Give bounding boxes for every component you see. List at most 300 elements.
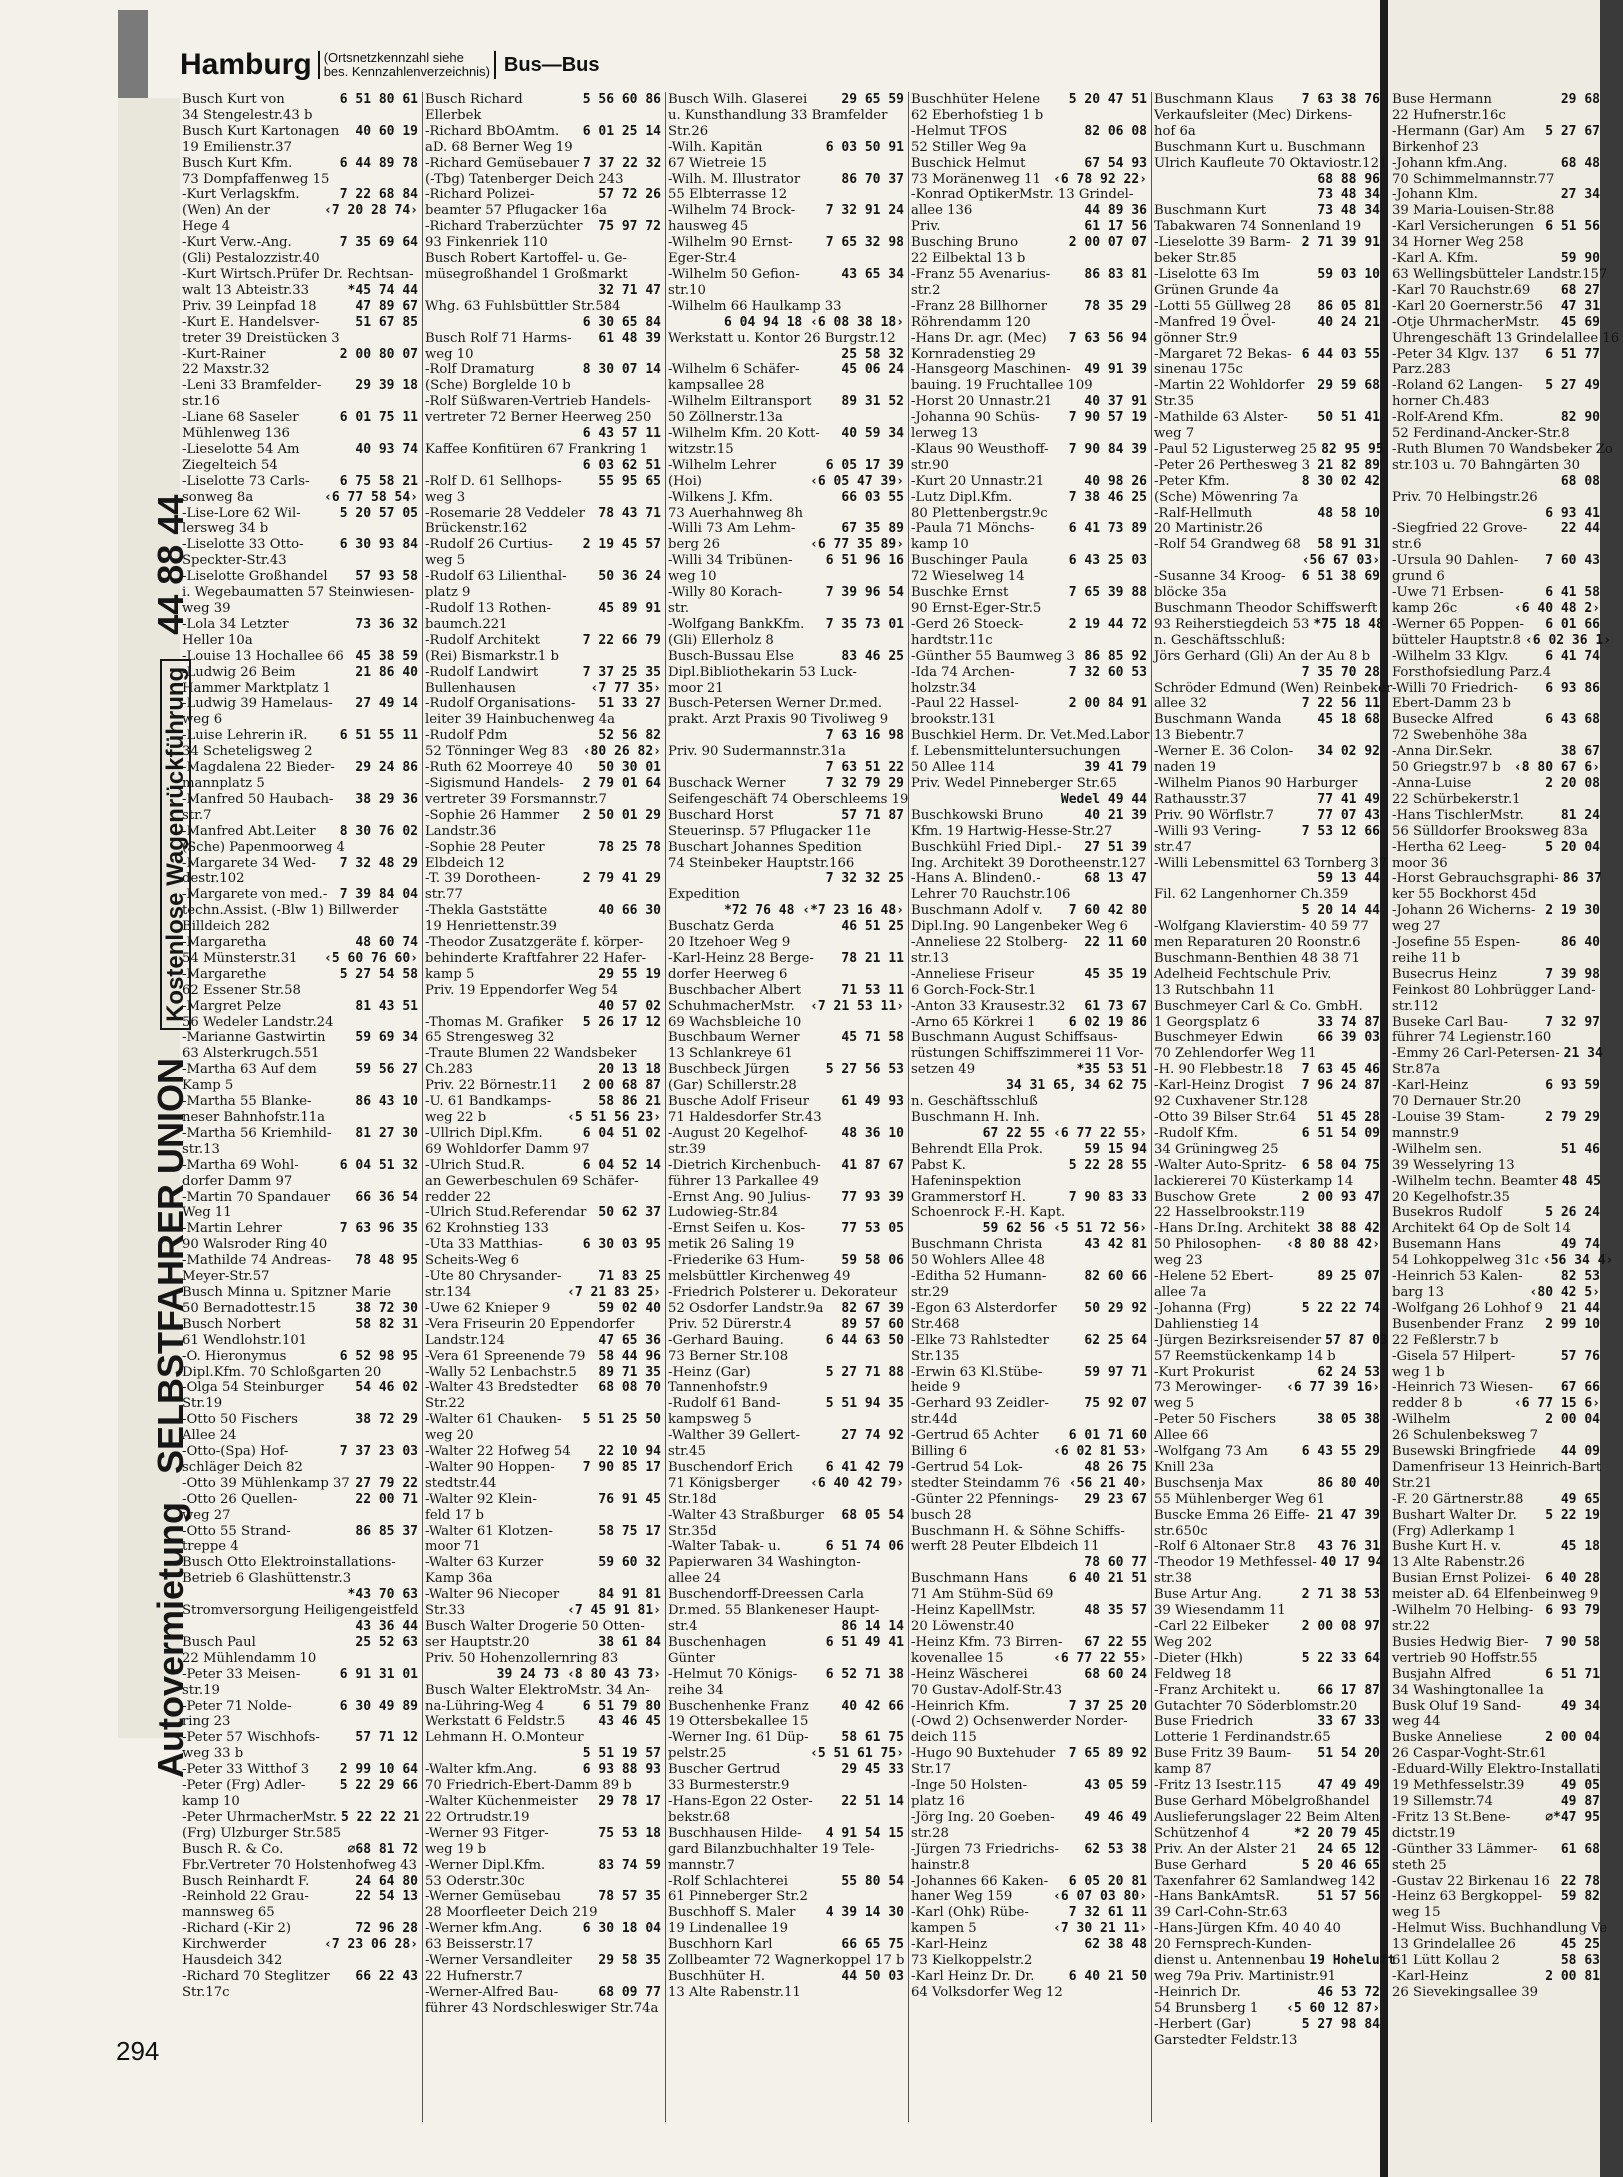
entry-phone: 62 24 53 <box>1317 1364 1380 1380</box>
directory-entry <box>911 665 1147 681</box>
entry-name: sonweg 8a <box>182 489 254 505</box>
entry-phone <box>1596 1190 1600 1206</box>
entry-name: Busewski Bringfriede <box>1392 1444 1536 1460</box>
directory-entry <box>425 203 661 219</box>
entry-phone: 47 65 36 <box>598 1332 661 1348</box>
directory-entry <box>1392 1190 1600 1206</box>
entry-phone: 41 87 67 <box>841 1157 904 1173</box>
entry-phone: 49 65 <box>1560 1491 1600 1507</box>
entry-name: werft 28 Peuter Elbdeich 11 <box>911 1539 1100 1555</box>
entry-name: Speckter-Str.43 <box>182 553 287 569</box>
directory-entry <box>911 1015 1147 1031</box>
entry-name: -Konrad OptikerMstr. 13 Grindel- <box>911 187 1134 203</box>
directory-entry <box>1154 903 1380 919</box>
directory-entry <box>1392 824 1600 840</box>
directory-entry <box>182 490 418 506</box>
entry-name: str.134 <box>425 1284 472 1300</box>
directory-entry <box>182 1046 418 1062</box>
entry-phone <box>1376 124 1380 140</box>
entry-name: Hausdeich 342 <box>182 1953 283 1969</box>
entry-phone: 7 90 58 <box>1545 1634 1600 1650</box>
entry-name: Busch Kurt von <box>182 92 285 107</box>
entry-phone: 68 05 54 <box>841 1507 904 1523</box>
entry-phone <box>1143 776 1147 792</box>
directory-entry <box>911 1683 1147 1699</box>
entry-name: 55 Elbterrasse 12 <box>668 187 788 203</box>
directory-entry <box>668 1126 904 1142</box>
entry-name: Adelheid Fechtschule Priv. <box>1154 966 1332 982</box>
directory-entry <box>425 1667 661 1683</box>
entry-phone: 61 48 39 <box>598 330 661 346</box>
entry-name: Hafeninspektion <box>911 1173 1022 1189</box>
entry-phone: 6 93 41 <box>1545 505 1600 521</box>
entry-name: -Wilhelm Kfm. 20 Kott- <box>668 426 820 442</box>
entry-phone: 33 67 33 <box>1317 1714 1380 1730</box>
directory-entry <box>425 442 661 458</box>
entry-name: Priv. 39 Leinpfad 18 <box>182 298 317 314</box>
entry-phone <box>900 1492 904 1508</box>
entry-name: -Wally 52 Lenbachstr.5 <box>425 1364 577 1380</box>
entry-phone <box>1596 1428 1600 1444</box>
directory-entry <box>182 1762 418 1778</box>
advertisement-sidebar <box>118 98 191 1778</box>
entry-phone <box>900 712 904 728</box>
ad-brand: SELBSTFAHRER UNION <box>150 1057 191 1474</box>
entry-name: Busch Rolf 71 Harms- <box>425 330 572 346</box>
directory-entry <box>668 1062 904 1078</box>
entry-name: -Karl A. Kfm. <box>1392 251 1479 267</box>
entry-name: -Peter 33 Witthof 3 <box>182 1762 310 1778</box>
directory-entry <box>911 1858 1147 1874</box>
entry-phone: 5 27 56 53 <box>825 1062 904 1078</box>
directory-entry <box>182 1333 418 1349</box>
entry-phone: 7 63 51 22 <box>825 760 904 776</box>
entry-phone <box>1376 919 1380 935</box>
directory-entry <box>668 983 904 999</box>
directory-entry <box>182 1810 418 1826</box>
entry-phone: ⌀68 81 72 <box>347 1841 418 1857</box>
entry-name: kamp 87 <box>1154 1762 1212 1778</box>
directory-entry <box>1154 840 1380 856</box>
directory-entry <box>1392 712 1600 728</box>
entry-name: Buschatz Gerda <box>668 919 775 935</box>
directory-entry <box>182 840 418 856</box>
entry-phone: 6 58 04 75 <box>1301 1157 1380 1173</box>
entry-phone: 44 50 03 <box>841 1968 904 1984</box>
entry-name: 69 Wachsbleiche 10 <box>668 1014 802 1030</box>
directory-entry <box>1154 1810 1380 1826</box>
directory-entry <box>668 331 904 347</box>
entry-phone: ‹6 78 92 22› <box>1053 171 1147 187</box>
entry-name: SchuhmacherMstr. <box>668 998 795 1014</box>
entry-name: Werkstatt 6 Feldstr.5 <box>425 1714 566 1730</box>
directory-entry <box>182 378 418 394</box>
entry-name: -Karl-Heinz 28 Berge- <box>668 950 814 966</box>
entry-phone: 59 03 10 <box>1317 266 1380 282</box>
entry-phone: 6 40 21 50 <box>1068 1968 1147 1984</box>
entry-name: Buschmann H. Inh. <box>911 1110 1040 1125</box>
directory-entry <box>1154 474 1380 490</box>
entry-phone: 43 46 45 <box>598 1714 661 1730</box>
entry-phone <box>414 903 418 919</box>
entry-name: 22 Eilbektal 13 b <box>911 251 1026 267</box>
entry-name: Busch Reinhardt F. <box>182 1873 310 1889</box>
directory-entry <box>668 537 904 553</box>
entry-phone <box>657 1476 661 1492</box>
entry-name: 22 Maxstr.32 <box>182 362 270 378</box>
directory-entry <box>911 315 1147 331</box>
entry-name: Elbdeich 12 <box>425 855 505 871</box>
directory-entry <box>668 967 904 983</box>
entry-name: Forsthofsiedlung Parz.4 <box>1392 664 1552 680</box>
entry-name: -Peter 26 Perthesweg 3 <box>1154 457 1310 473</box>
directory-entry <box>911 1539 1147 1555</box>
entry-phone <box>1143 1683 1147 1699</box>
directory-entry <box>425 1603 661 1619</box>
entry-name: 70 Zehlendorfer Weg 11 <box>1154 1046 1317 1062</box>
entry-phone <box>414 1237 418 1253</box>
directory-entry <box>911 1874 1147 1890</box>
directory-entry <box>911 1190 1147 1206</box>
entry-name: -Walter 22 Hofweg 54 <box>425 1444 571 1460</box>
directory-entry <box>668 1842 904 1858</box>
directory-entry <box>1154 1524 1380 1540</box>
entry-name: neser Bahnhofstr.11a <box>182 1110 325 1125</box>
entry-name: Röhrendamm 120 <box>911 314 1031 330</box>
entry-name: weg 27 <box>1392 919 1441 935</box>
directory-entry <box>182 792 418 808</box>
directory-entry <box>668 1746 904 1762</box>
entry-phone: ‹7 23 06 28› <box>324 1937 418 1953</box>
directory-entry <box>1154 696 1380 712</box>
entry-phone: 7 39 96 54 <box>825 585 904 601</box>
entry-name: treter 39 Dreistücken 3 <box>182 330 340 346</box>
entry-phone: 40 57 02 <box>598 998 661 1014</box>
entry-name: (Sche) Papenmoorweg 4 <box>182 839 345 855</box>
entry-name: Fbr.Vertreter 70 Holstenhofweg 43 <box>182 1857 417 1873</box>
entry-phone <box>1143 426 1147 442</box>
entry-phone <box>1376 1174 1380 1190</box>
entry-phone: 5 51 25 50 <box>582 1412 661 1428</box>
entry-name: 71 Am Stühm-Süd 69 <box>911 1587 1054 1603</box>
entry-name: -Gisela 57 Hilpert- <box>1392 1348 1516 1364</box>
directory-entry <box>911 1905 1147 1921</box>
directory-entry <box>1392 315 1600 331</box>
entry-phone: 38 29 36 <box>355 791 418 807</box>
entry-name: -Hans TischlerMstr. <box>1392 807 1524 823</box>
entry-name: -Rolf-Arend Kfm. <box>1392 410 1504 426</box>
entry-phone: ‹7 77 35› <box>590 680 661 696</box>
header-range: Bus—Bus <box>503 53 600 76</box>
entry-phone: 68 08 <box>1560 473 1600 489</box>
entry-name: 13 Rutschbahn 11 <box>1154 982 1276 998</box>
directory-entry <box>425 1190 661 1206</box>
entry-phone <box>1376 1524 1380 1540</box>
directory-entry <box>425 1619 661 1635</box>
directory-entry <box>425 744 661 760</box>
directory-entry <box>425 1269 661 1285</box>
directory-entry <box>668 108 904 124</box>
entry-phone: 5 20 57 05 <box>339 505 418 521</box>
entry-name: lerweg 13 <box>911 426 978 442</box>
entry-phone <box>900 156 904 172</box>
entry-name: Busjahn Alfred <box>1392 1666 1492 1682</box>
directory-entry <box>1392 1110 1600 1126</box>
entry-name: kampsallee 28 <box>668 378 765 394</box>
entry-name: -Werner E. 36 Colon- <box>1154 744 1294 760</box>
entry-phone: ‹80 26 82› <box>582 744 661 760</box>
directory-entry <box>668 378 904 394</box>
entry-name: -Werner Versandleiter <box>425 1953 572 1969</box>
entry-phone: 86 40 <box>1560 935 1600 951</box>
entry-name: Jörs Gerhard (Gli) An der Au 8 b <box>1154 648 1371 664</box>
directory-entry <box>182 1253 418 1269</box>
entry-name: 39 Maria-Louisen-Str.88 <box>1392 203 1555 219</box>
entry-name: Werkstatt u. Kontor 26 Burgstr.12 <box>668 330 896 346</box>
entry-name: -Heinz Kfm. 73 Birren- <box>911 1634 1063 1650</box>
entry-name: Busemann Hans <box>1392 1237 1501 1253</box>
directory-entry <box>425 92 661 108</box>
directory-entry <box>668 856 904 872</box>
directory-entry <box>668 1635 904 1651</box>
entry-name: Rathausstr.37 <box>1154 791 1247 807</box>
directory-entry <box>1392 1937 1600 1953</box>
entry-name: 73 Berner Str.108 <box>668 1348 789 1364</box>
entry-phone <box>1143 1349 1147 1365</box>
entry-phone <box>414 458 418 474</box>
entry-name: -Herbert (Gar) <box>1154 2016 1252 2032</box>
entry-phone: 38 72 29 <box>355 1412 418 1428</box>
entry-name: -Otto 39 Mühlenkamp 37 <box>182 1475 350 1491</box>
entry-phone: 32 71 47 <box>598 282 661 298</box>
entry-name: 73 Merowinger- <box>1154 1380 1262 1396</box>
directory-entry <box>182 1444 418 1460</box>
directory-entry <box>182 903 418 919</box>
directory-entry <box>668 1937 904 1953</box>
directory-entry <box>1154 616 1384 633</box>
entry-name: 73 Auerhahnweg 8h <box>668 505 804 521</box>
entry-name: -Lise-Lore 62 Wil- <box>182 505 301 521</box>
entry-phone <box>1143 283 1147 299</box>
entry-name: behinderte Kraftfahrer 22 Hafer- <box>425 950 647 966</box>
directory-entry <box>1392 728 1600 744</box>
entry-phone: *43 70 63 <box>347 1587 418 1603</box>
directory-entry <box>425 1015 661 1031</box>
entry-phone: 5 27 98 84 <box>1301 2016 1380 2032</box>
entry-name: dienst u. Antennenbau <box>1154 1953 1306 1969</box>
ad-free-return: Kostenlose Wagenrückführung <box>160 659 191 1030</box>
directory-entry <box>425 1158 661 1174</box>
entry-phone <box>657 856 661 872</box>
directory-entry <box>911 1953 1147 1969</box>
entry-name: Schoenrock F.-H. Kapt. <box>911 1205 1066 1221</box>
header-city: Hamburg <box>180 48 312 81</box>
directory-entry <box>1392 1826 1600 1842</box>
entry-phone: 6 51 96 16 <box>825 553 904 569</box>
entry-phone <box>1143 1619 1147 1635</box>
entry-name: -Werner Dipl.Kfm. <box>425 1857 546 1873</box>
directory-entry <box>1392 251 1600 267</box>
entry-name: (-Tbg) Tatenberger Deich 243 <box>425 171 624 187</box>
entry-name: -Kurt Verw.-Ang. <box>182 235 292 251</box>
entry-name: -Heinz (Gar) <box>668 1364 751 1380</box>
directory-entry <box>182 1015 418 1031</box>
entry-phone: 51 33 27 <box>598 696 661 712</box>
directory-entry <box>911 235 1147 251</box>
entry-name: -Helene 52 Ebert- <box>1154 1269 1274 1285</box>
directory-entry <box>182 1587 418 1603</box>
entry-name: haner Weg 159 <box>911 1889 1013 1905</box>
entry-name: Str.26 <box>668 123 709 139</box>
directory-entry <box>911 919 1147 935</box>
directory-entry <box>911 1444 1147 1460</box>
entry-phone <box>1596 362 1600 378</box>
entry-name: 20 Fernsprech-Kunden- <box>1154 1937 1312 1953</box>
entry-name: 13 Schlankreye 61 <box>668 1046 793 1062</box>
entry-name: (Sche) Möwenring 7a <box>1154 489 1299 505</box>
directory-entry <box>911 792 1147 808</box>
directory-entry <box>668 553 904 569</box>
entry-name: -Friedrich Polsterer u. Dekorateur <box>668 1284 898 1300</box>
entry-name: -Liselotte 63 Im <box>1154 266 1260 282</box>
entry-name: -Lutz Dipl.Kfm. <box>911 489 1013 505</box>
directory-entry <box>911 1587 1147 1603</box>
entry-phone: ‹56 67 03› <box>1301 553 1380 569</box>
entry-name: -Margaret 72 Bekas- <box>1154 346 1292 362</box>
directory-entry <box>182 856 418 872</box>
entry-name: Buschendorff-Dreessen Carla <box>668 1587 865 1603</box>
directory-entry <box>911 1842 1147 1858</box>
directory-entry <box>1154 1762 1380 1778</box>
entry-phone: ‹7 21 53 11› <box>810 998 904 1014</box>
directory-entry <box>668 1030 904 1046</box>
entry-name: Lehmann H. O.Monteur <box>425 1730 584 1746</box>
directory-entry <box>1154 1396 1380 1412</box>
directory-entry <box>425 124 661 140</box>
entry-phone: 57 76 <box>1560 1348 1600 1364</box>
entry-phone: 59 62 56 ‹5 51 72 56› <box>982 1221 1147 1237</box>
entry-name: Ulrich Kaufleute 70 Oktaviostr.121 <box>1154 155 1388 171</box>
entry-name: -Inge 50 Holsten- <box>911 1778 1028 1794</box>
entry-phone: 66 22 43 <box>355 1968 418 1984</box>
entry-name: weg 20 <box>425 1428 474 1444</box>
entry-phone: 55 80 54 <box>841 1873 904 1889</box>
directory-entry <box>1154 1905 1380 1921</box>
directory-entry <box>1392 362 1600 378</box>
directory-entry <box>1154 712 1380 728</box>
entry-phone <box>1143 983 1147 999</box>
directory-entry <box>1154 1699 1380 1715</box>
entry-name: -Ullrich Dipl.Kfm. <box>425 1125 543 1141</box>
directory-entry <box>1154 1476 1380 1492</box>
directory-entry <box>911 1365 1147 1381</box>
directory-entry <box>1154 1412 1380 1428</box>
entry-phone <box>1376 776 1380 792</box>
directory-entry <box>182 1826 418 1842</box>
directory-entry <box>911 1349 1147 1365</box>
entry-phone: 52 56 82 <box>598 728 661 744</box>
entry-name: -Emmy 26 Carl-Petersen- <box>1392 1046 1560 1062</box>
entry-name: -Gertrud 65 Achter <box>911 1428 1039 1444</box>
entry-phone <box>900 696 904 712</box>
directory-entry <box>668 362 904 378</box>
directory-entry <box>1154 2017 1380 2033</box>
directory-entry <box>911 347 1147 363</box>
entry-phone: 59 60 32 <box>598 1555 661 1571</box>
entry-name: -Wolfgang 26 Lohhof 9 <box>1392 1300 1543 1316</box>
entry-phone: 22 44 <box>1560 521 1600 537</box>
directory-entry <box>182 617 418 633</box>
entry-phone <box>900 744 904 760</box>
entry-phone: 6 52 71 38 <box>825 1666 904 1682</box>
entry-phone: 5 26 17 12 <box>582 1014 661 1030</box>
directory-entry <box>668 1985 904 2001</box>
entry-name: Str.35 <box>1154 394 1195 410</box>
entry-name: 39 Wiesendamm 11 <box>1154 1603 1286 1619</box>
entry-phone <box>1596 919 1600 935</box>
directory-entry <box>1392 1317 1600 1333</box>
entry-phone <box>414 251 418 267</box>
directory-entry <box>425 1555 661 1571</box>
entry-phone: ‹6 77 35 89› <box>810 537 904 553</box>
entry-phone: 6 04 51 02 <box>582 1125 661 1141</box>
entry-phone <box>1143 1253 1147 1269</box>
entry-phone <box>1596 1333 1600 1349</box>
entry-name: -Walther 39 Gellert- <box>668 1428 800 1444</box>
entry-phone: 21 34 <box>1563 1046 1603 1062</box>
directory-entry <box>1392 1667 1600 1683</box>
entry-phone: 2 19 30 <box>1545 903 1600 919</box>
entry-name: stedter Steindamm 76 <box>911 1475 1061 1491</box>
entry-name: meister aD. 64 Elfenbeinweg 9 <box>1392 1587 1599 1603</box>
entry-name: -Karl-Heinz <box>1392 1968 1469 1984</box>
directory-entry <box>182 219 418 235</box>
entry-phone <box>900 935 904 951</box>
entry-name: -Walter 61 Klotzen- <box>425 1523 553 1539</box>
entry-name: platz 16 <box>911 1793 965 1809</box>
entry-phone <box>414 140 418 156</box>
directory-entry <box>425 1444 661 1460</box>
entry-phone <box>1596 824 1600 840</box>
entry-name: -Otto-(Spa) Hof- <box>182 1444 289 1460</box>
directory-entry <box>182 1921 418 1937</box>
directory-entry <box>182 760 418 776</box>
entry-phone <box>1376 1571 1380 1587</box>
directory-entry <box>1154 331 1380 347</box>
directory-entry <box>1392 1333 1600 1349</box>
entry-name: Expedition <box>668 887 740 903</box>
directory-entry <box>425 1110 661 1126</box>
directory-entry <box>1154 1555 1384 1571</box>
entry-name: f. Lebensmitteluntersuchungen <box>911 744 1121 760</box>
entry-phone <box>1376 1253 1380 1269</box>
entry-name: -Rolf Süßwaren-Vertrieb Handels- <box>425 394 651 410</box>
entry-phone: 21 47 39 <box>1317 1507 1380 1523</box>
entry-phone <box>1143 1110 1147 1126</box>
entry-name: str.90 <box>911 457 949 473</box>
entry-name: treppe 4 <box>182 1539 239 1555</box>
entry-phone <box>900 1778 904 1794</box>
directory-entry <box>182 426 418 442</box>
entry-phone <box>1143 1953 1147 1969</box>
directory-entry <box>1392 410 1600 426</box>
entry-name: -Wilh. Kapitän <box>668 139 763 155</box>
entry-phone <box>657 347 661 363</box>
entry-phone <box>657 887 661 903</box>
entry-phone <box>1596 1365 1600 1381</box>
entry-name: 50 Philosophen- <box>1154 1237 1262 1253</box>
directory-entry <box>1154 1110 1380 1126</box>
